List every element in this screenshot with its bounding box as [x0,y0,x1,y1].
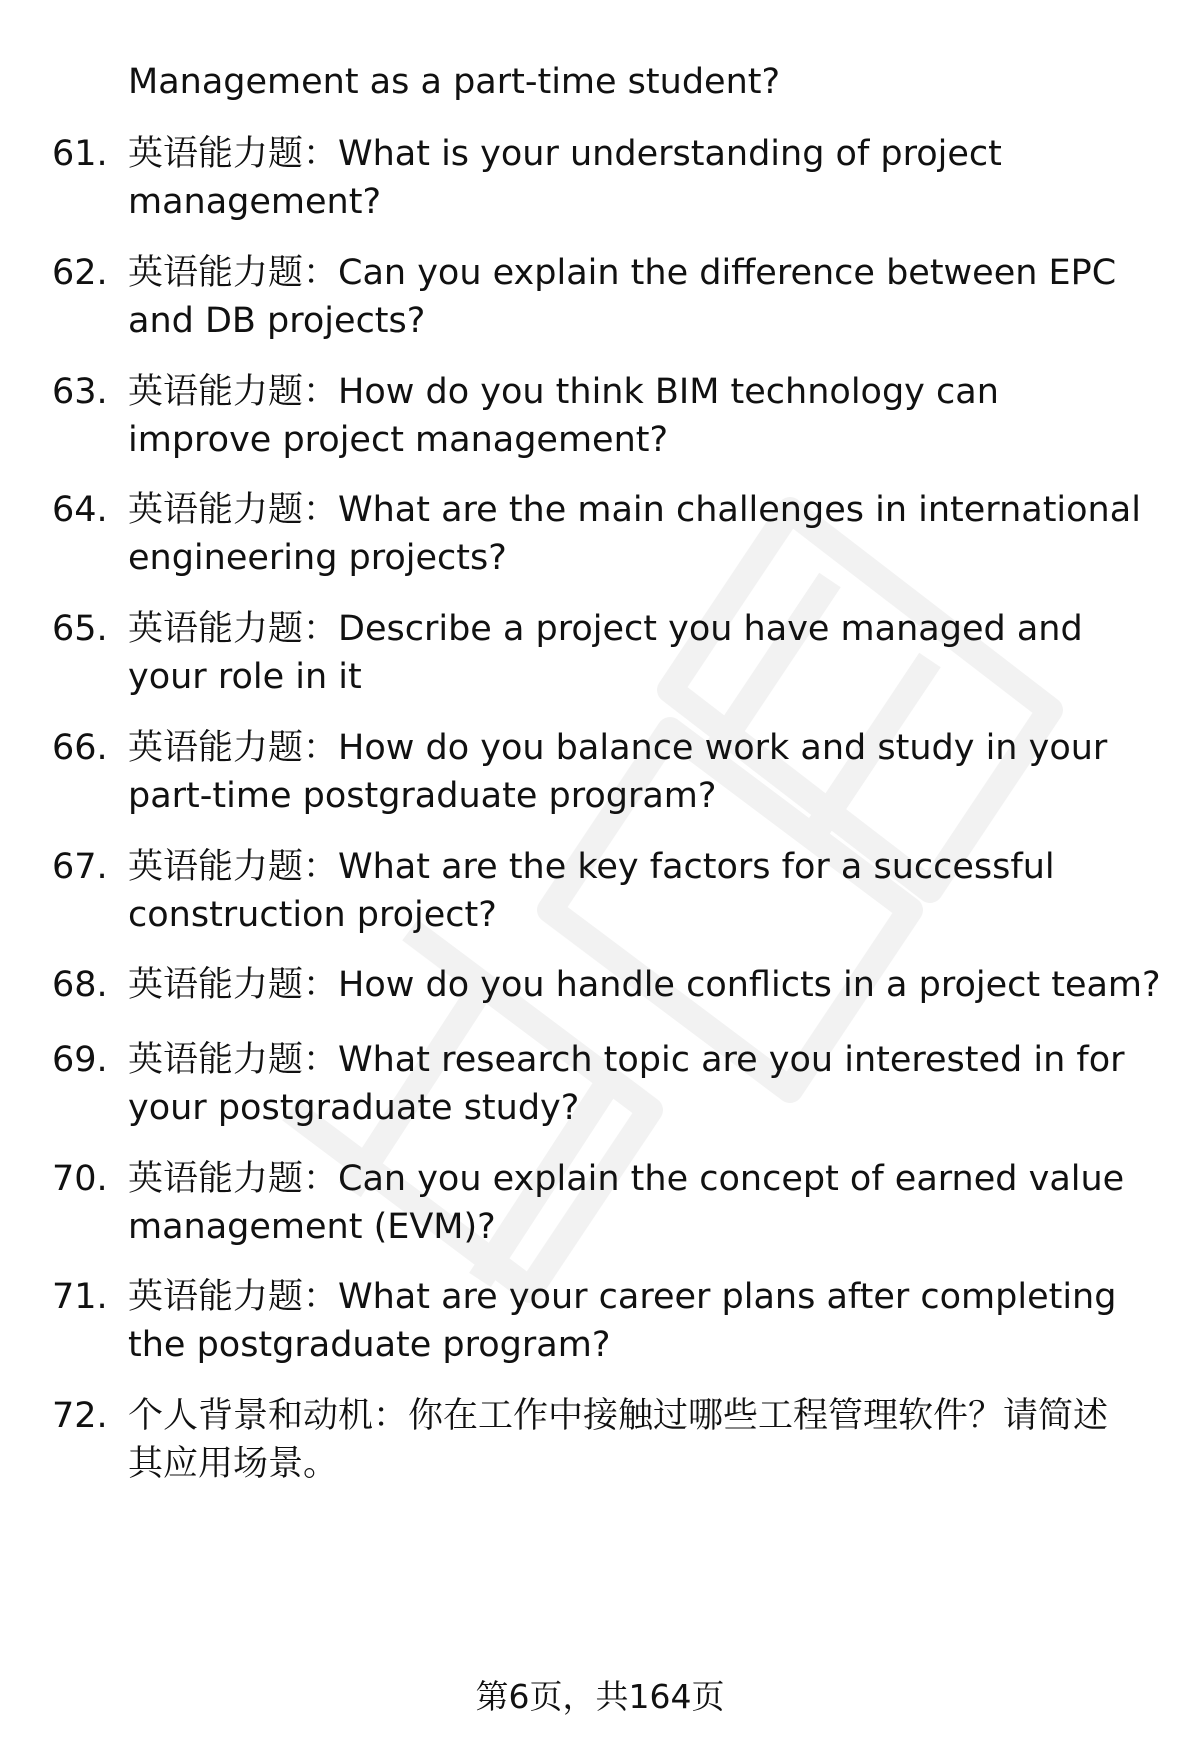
question-text [128,486,1172,582]
question-line: 英语能力题：What are your career plans after completing [128,1277,1117,1317]
question-text [128,1392,1172,1488]
question-text [128,724,1172,820]
question-number: 61. [52,134,108,174]
question-text [128,605,1172,701]
question-line: your role in it [128,657,362,697]
question-item [52,843,1172,939]
continued-question-text: Management as a part-time student? [128,62,781,102]
question-number: 64. [52,490,108,530]
question-number: 71. [52,1277,108,1317]
question-number: 68. [52,965,108,1005]
question-text [128,130,1172,226]
question-line: 个人背景和动机：你在工作中接触过哪些工程管理软件？请简述 [128,1396,1109,1436]
question-text [128,1273,1172,1369]
question-number: 70. [52,1159,108,1199]
question-text [128,249,1172,345]
question-item [52,1036,1172,1132]
question-number: 62. [52,253,108,293]
question-line: 其应用场景。 [128,1444,339,1484]
question-number: 72. [52,1396,108,1436]
question-item [52,368,1172,464]
question-line: engineering projects? [128,538,507,578]
question-line: 英语能力题：How do you balance work and study in your [128,728,1108,768]
question-line: management (EVM)? [128,1207,496,1247]
question-text [128,961,1172,1009]
question-line: 英语能力题：How do you think BIM technology can [128,372,999,412]
question-line: 英语能力题：Can you explain the difference between EPC [128,253,1117,293]
question-line: and DB projects? [128,301,426,341]
question-number: 63. [52,372,108,412]
question-text [128,368,1172,464]
question-item [52,961,1172,1009]
question-line: 英语能力题：What are the main challenges in international [128,490,1141,530]
page-footer: 第6页，共164页 [475,1677,725,1716]
question-number: 69. [52,1040,108,1080]
question-item [52,130,1172,226]
question-line: 英语能力题：Describe a project you have managed and [128,609,1083,649]
question-line: improve project management? [128,420,669,460]
question-item [52,1392,1172,1488]
question-number: 67. [52,847,108,887]
question-line: 英语能力题：What research topic are you interested in for [128,1040,1125,1080]
question-item [52,1273,1172,1369]
question-line: management? [128,182,382,222]
question-line: 英语能力题：What are the key factors for a successful [128,847,1055,887]
question-item [52,605,1172,701]
question-line: 英语能力题：What is your understanding of project [128,134,1002,174]
question-number: 66. [52,728,108,768]
question-line: 英语能力题：Can you explain the concept of earned value [128,1159,1125,1199]
question-number: 65. [52,609,108,649]
question-item [52,724,1172,820]
question-text [128,1155,1172,1251]
question-line: 英语能力题：How do you handle conflicts in a project team? [128,965,1161,1005]
question-line: part-time postgraduate program? [128,776,717,816]
question-line: construction project? [128,895,497,935]
question-item [52,249,1172,345]
question-item [52,486,1172,582]
question-text [128,843,1172,939]
question-line: your postgraduate study? [128,1088,580,1128]
question-text [128,1036,1172,1132]
question-item [52,1155,1172,1251]
question-line: the postgraduate program? [128,1325,611,1365]
